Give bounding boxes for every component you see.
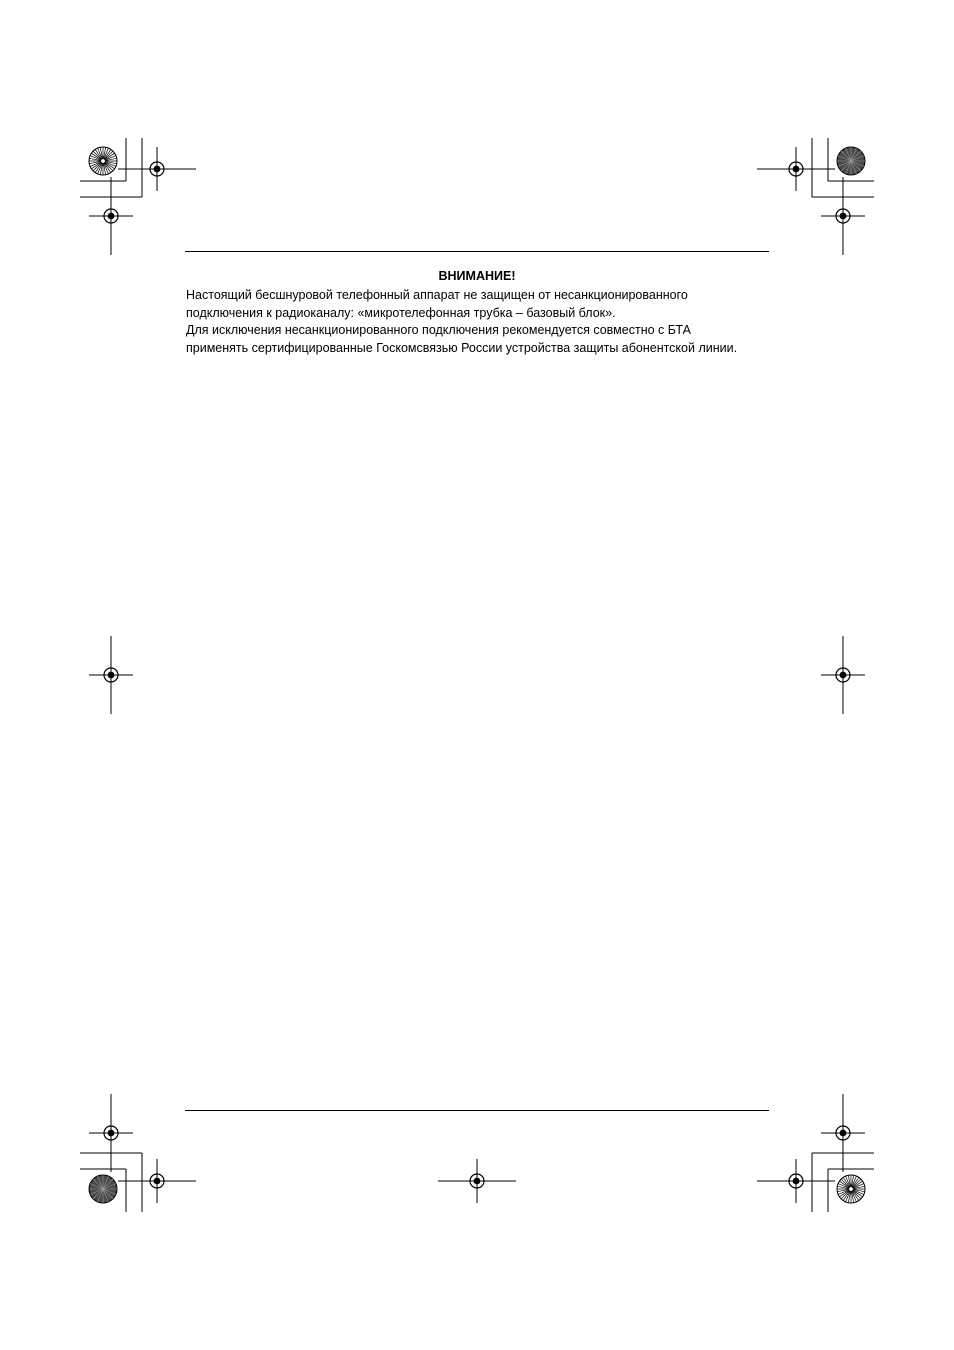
starburst-wheel-icon xyxy=(837,147,865,175)
notice-line: Настоящий бесшнуровой телефонный аппарат не защищен от несанкционированного xyxy=(186,288,688,302)
crosshair-circle-icon xyxy=(821,636,865,714)
starburst-wheel-icon xyxy=(837,1175,865,1203)
crosshair-circle-icon xyxy=(438,1159,516,1203)
crosshair-circle-icon xyxy=(89,1094,133,1172)
notice-body xyxy=(186,287,786,357)
crosshair-circle-icon xyxy=(118,147,196,191)
crosshair-circle-icon xyxy=(757,1159,835,1203)
starburst-wheel-icon xyxy=(89,147,117,175)
notice-heading: ВНИМАНИЕ! xyxy=(438,269,516,283)
crosshair-circle-icon xyxy=(757,147,835,191)
starburst-wheel-icon xyxy=(89,1175,117,1203)
notice-line: Для исключения несанкционированного подключения рекомендуется совместно с БТА xyxy=(186,323,691,337)
notice-line: подключения к радиоканалу: «микротелефонная трубка – базовый блок». xyxy=(186,305,616,320)
header-rule xyxy=(185,251,769,252)
crosshair-circle-icon xyxy=(821,177,865,255)
crosshair-circle-icon xyxy=(821,1094,865,1172)
notice-line: применять сертифицированные Госкомсвязью России устройства защиты абонентской линии. xyxy=(186,340,738,355)
crosshair-circle-icon xyxy=(89,636,133,714)
footer-rule xyxy=(185,1110,769,1111)
crosshair-circle-icon xyxy=(89,177,133,255)
crosshair-circle-icon xyxy=(118,1159,196,1203)
